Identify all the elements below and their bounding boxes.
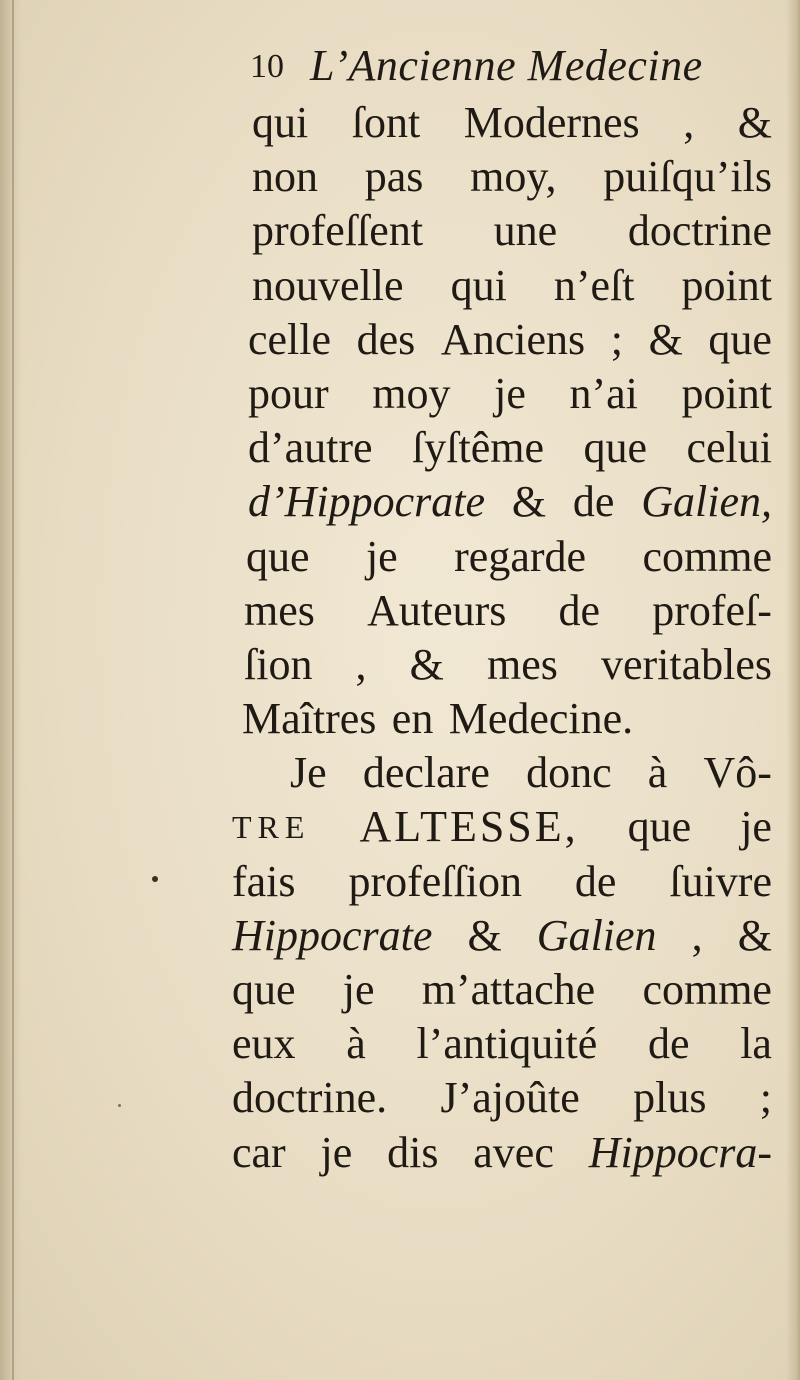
text-line: profeſſent une doctrine — [252, 206, 772, 256]
binding-fold-line — [12, 0, 14, 1380]
text-line: Maîtres en Medecine. — [242, 694, 634, 744]
ink-speck — [152, 876, 158, 882]
gutter-shadow — [0, 0, 22, 1380]
body-text — [232, 96, 772, 1180]
text-line: car je dis avec Hippocra- — [232, 1127, 772, 1177]
text-line: fais profeſſion de ſuivre — [232, 856, 772, 906]
page-number: 10 — [250, 48, 284, 85]
text-line: que je regarde comme — [246, 531, 772, 581]
text-line: d’autre ſyſtême que celui — [248, 423, 772, 473]
text-line: doctrine. J’ajoûte plus ; — [232, 1073, 772, 1123]
ink-speck — [118, 1104, 121, 1107]
page-edge — [786, 0, 800, 1380]
text-line: ſion , & mes veritables — [244, 639, 772, 689]
text-line: non pas moy, puiſqu’ils — [252, 152, 772, 202]
text-line: celle des Anciens ; & que — [248, 314, 772, 364]
text-line: mes Auteurs de profeſ- — [244, 585, 772, 635]
text-line: TRE ALTESSE, que je — [232, 802, 772, 852]
text-line: qui ſont Modernes , & — [252, 98, 772, 147]
text-line: que je m’attache comme — [232, 965, 772, 1014]
running-head: L’Ancienne Medecine — [310, 41, 703, 90]
text-line: Je declare donc à Vô- — [290, 748, 772, 798]
text-line: eux à l’antiquité de la — [232, 1019, 772, 1069]
text-line: d’Hippocrate & de Galien, — [248, 477, 772, 527]
text-line: nouvelle qui n’eſt point — [252, 260, 772, 310]
text-line: Hippocrate & Galien , & — [232, 910, 772, 960]
text-line: pour moy je n’ai point — [248, 368, 772, 418]
page-header — [250, 40, 780, 100]
